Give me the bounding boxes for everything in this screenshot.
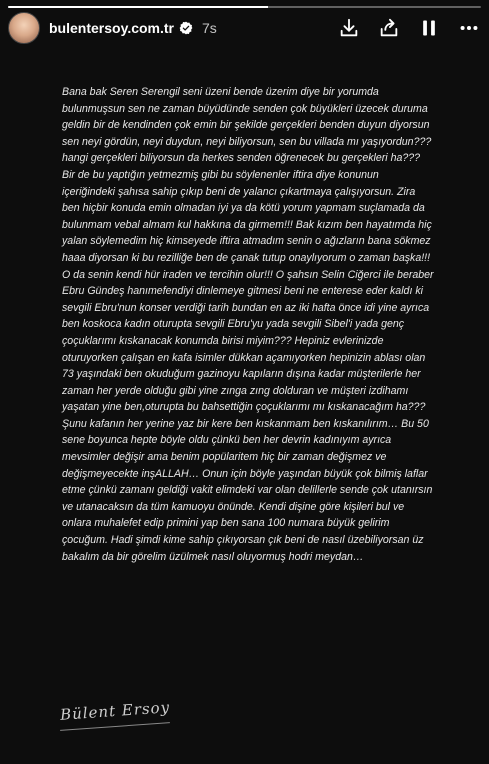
story-header <box>0 10 489 46</box>
more-options-button[interactable] <box>457 16 481 40</box>
story-message-text: Bana bak Seren Serengil seni üzeni bende üzerim diye bir yorumda bulunmuşsun sen ne zaman büyüdünde senden çok büyükleri üzecek duruma geldin bir de kendinden çok emin bir şekilde gerçekleri benden duyun diyorsun sen neyi gördün, neyi duydun, neyi biliyorsun, sen bu villada mı yaşıyordun???hangi gerçekleri biliyorsun da herkes senden öğrenecek bu gerçekleri ha??? Bir de bu yaptığın yetmezmiş gibi bu söylenenler iftira diye konunun içeriğindeki şahısa sahip çıkıp beni de yalancı çıkartmaya çalışıyorsun. Zira ben hiçbir konuda emin olmadan iyi ya da kötü yorum yapmam suçlamada da bulunmam vebal almam kul hakkına da girmem!!! Bak kızım ben hayatımda hiç yalan söylemedim hiç kimseyede iftira atmadım senin o ağızların bana sökmez haaa diyorsan ki bu rezilliğe ben de çanak tutup onaylıyorum o zaman başka!!! O da senin kendi hür iraden ve tercihin olur!!! O şahsın Selin Ciğerci ile beraber Ebru Gündeş hanımefendiyi dinlemeye gitmesi beni ne enterese eder kaldı ki sevgili Ebru'nun konser verdiği tarih bundan en az iki hafta önce idi yine ayrıca ben koskoca kadın oturupta sevgili Ebru'yu yada sevgili Sibel'i yada genç çoçuklarımı kıskanacak konumda birisi miyim??? Hepiniz evlerinizde oturuyorken çalışan en kafa isimler dükkan açamıyorken hepinizin ablası olan 73 yaşındaki ben okuduğum gazinoyu kapıların dışına kadar müşterilerle her zaman her yerde olduğu gibi yine zınga zıng dolduran ve müşteri izdihamı yaşatan yine ben,oturupta bu bahsettiğin çoçuklarımı mı kıskanacağım ha??? Şunu kafanın her yerine yaz bir kere ben kıskanmam ben kıskanılırım… Bu 50 sene boyunca hepte böyle oldu çünkü ben her devrin kadınıyım ayrıca mevsimler değişir ama benim popülaritem hiç bir zaman değişmez ve değişmeyecekte inşALLAH… Onun için böyle yaşından büyük çok bilmiş laflar etme çünkü zamanı geldiği vakit elimdeki var olan delillerle sende çok utanırsın ve utanacaksın da tüm kamuoyu önünde. Kendi dişine göre kişileri bul ve onlara muhalefet edip primini yap ben sana 100 numara büyük gelirim çocuğum. Hadi şimdi kime sahip çıkıyorsan çık beni de nasıl üzebiliyorsan üz bakalım da bir görelim üzülmek nasıl oluyormuş hodri meydan… <box>62 86 434 563</box>
signature: Bülent Ersoy <box>59 698 171 724</box>
more-options-icon <box>458 17 480 39</box>
username[interactable]: bulentersoy.com.tr <box>49 20 174 36</box>
pause-icon <box>419 18 439 38</box>
share-button[interactable] <box>377 16 401 40</box>
story-progress-fill <box>8 6 268 8</box>
verified-badge-icon <box>179 21 193 35</box>
story-controls <box>337 16 481 40</box>
share-icon <box>378 17 400 39</box>
download-button[interactable] <box>337 16 361 40</box>
signature-underline <box>60 722 170 731</box>
avatar[interactable] <box>8 12 40 44</box>
story-timestamp: 7s <box>202 20 217 36</box>
download-icon <box>338 17 360 39</box>
story-progress-bar <box>8 6 481 8</box>
pause-button[interactable] <box>417 16 441 40</box>
